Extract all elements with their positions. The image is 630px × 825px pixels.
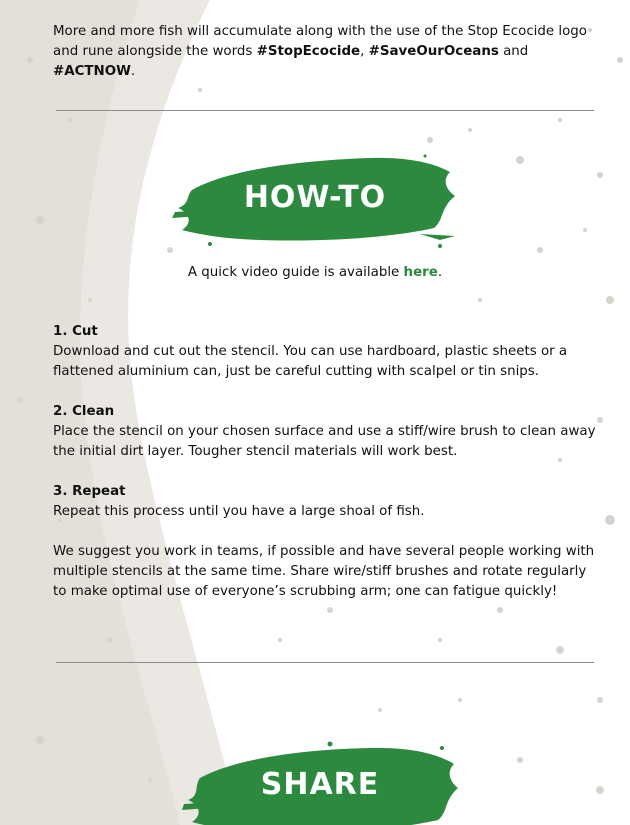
howto-heading: HOW-TO <box>243 180 387 215</box>
intro-separator: and <box>498 44 529 59</box>
video-guide-note <box>0 265 630 280</box>
closing-paragraph: We suggest you work in teams, if possible and have several people working with multiple stencils at the same time. Share wire/stiff brushes and rotate regularly to make optimal use of everyone’s scrubbing arm; one can fatigue quickly! <box>53 544 595 599</box>
share-banner <box>180 740 460 825</box>
step-body: Place the stencil on your chosen surface and use a stiff/wire brush to clean away the initial dirt layer. Tougher stencil materials will work best. <box>53 424 596 459</box>
step-title: 1. Cut <box>53 324 98 339</box>
intro-period: . <box>130 64 136 79</box>
section-divider <box>56 662 594 663</box>
hashtag-stopecocide: #StopEcocide <box>256 44 361 59</box>
video-note-period: . <box>437 265 443 280</box>
step-item <box>53 482 598 522</box>
step-item <box>53 322 598 382</box>
steps-list <box>53 322 598 602</box>
step-title: 3. Repeat <box>53 484 126 499</box>
hashtag-actnow: #ACTNOW <box>53 64 131 79</box>
intro-separator: , <box>360 44 369 59</box>
step-body: Download and cut out the stencil. You can use hardboard, plastic sheets or a flattened aluminium can, just be careful cutting with scalpel or tin snips. <box>53 344 568 379</box>
video-guide-link[interactable]: here <box>403 265 438 280</box>
hashtag-saveouroceans: #SaveOurOceans <box>368 44 499 59</box>
step-title: 2. Clean <box>53 404 115 419</box>
intro-text: More and more fish will accumulate along with the use of the Stop Ecocide logo and rune alongside the words <box>53 24 587 59</box>
step-item <box>53 402 598 462</box>
video-note-text: A quick video guide is available <box>187 265 404 280</box>
section-divider <box>56 110 594 111</box>
step-body: Repeat this process until you have a large shoal of fish. <box>53 504 425 519</box>
howto-banner <box>170 150 460 250</box>
share-heading: SHARE <box>260 767 380 802</box>
intro-paragraph <box>53 22 593 82</box>
